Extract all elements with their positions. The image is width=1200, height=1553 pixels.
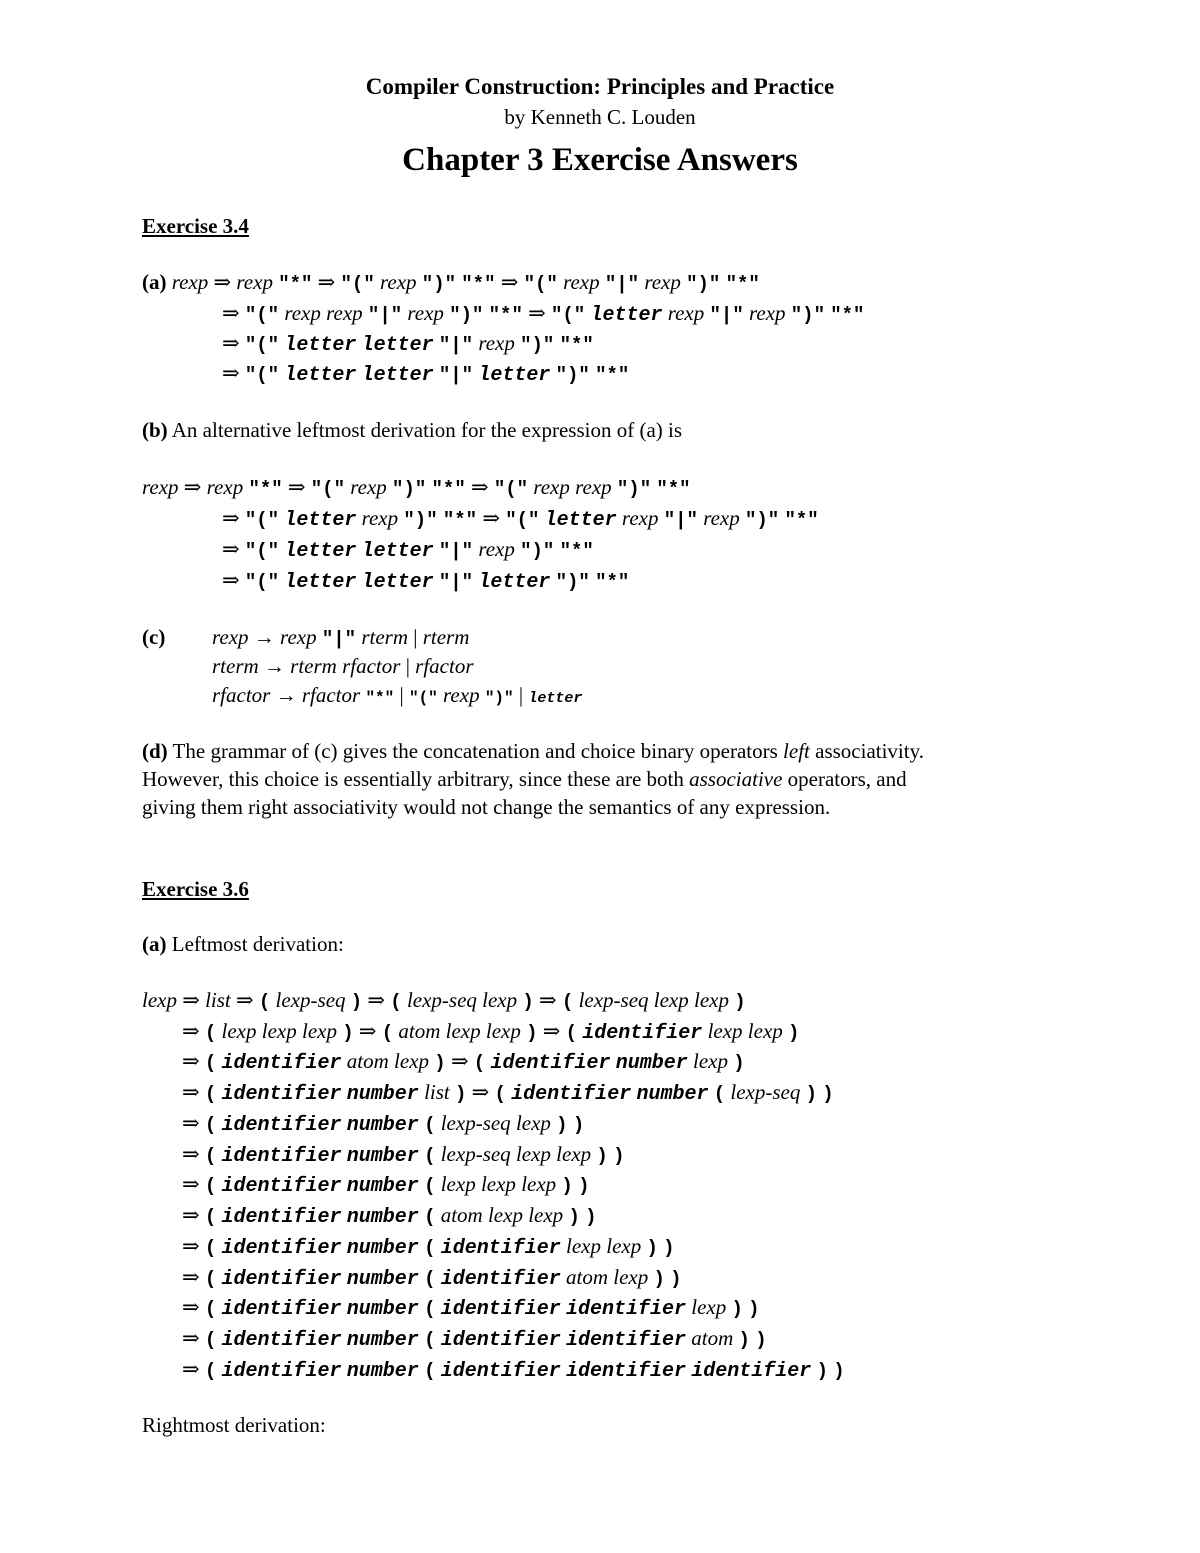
ex36-deriv-line-10 <box>182 1264 682 1293</box>
ex36-deriv-text-9: ⇒ ( identifier number ( identifier lexp lexp ) ) <box>182 1234 675 1260</box>
ex36-deriv-text-2: ⇒ ( lexp lexp lexp ) ⇒ ( atom lexp lexp ) ⇒ ( identifier lexp lexp ) <box>182 1019 800 1045</box>
ex34-c-label-text: (c) <box>142 625 166 649</box>
ex34-a-line-4 <box>222 360 629 389</box>
ex36-deriv-line-11 <box>182 1294 760 1323</box>
ex36-deriv-text-8: ⇒ ( identifier number ( atom lexp lexp ) ) <box>182 1203 597 1229</box>
ex36-deriv-text-11: ⇒ ( identifier number ( identifier identifier lexp ) ) <box>182 1295 760 1321</box>
rightmost-derivation-label: Rightmost derivation: <box>142 1413 326 1437</box>
ex36-deriv-text-3: ⇒ ( identifier atom lexp ) ⇒ ( identifier number lexp ) <box>182 1049 745 1075</box>
ex34-d-text-2: associativity. <box>815 739 924 763</box>
ex34-d-line-1 <box>142 737 924 765</box>
ex34-b-text-4: ⇒ "(" letter letter "|" letter ")" "*" <box>222 568 630 594</box>
ex34-b-intro <box>142 417 682 443</box>
ex36-deriv-line-3 <box>182 1048 745 1077</box>
ex34-c-line-2 <box>212 653 474 679</box>
book-title: Compiler Construction: Principles and Practice <box>365 74 835 99</box>
ex36-deriv-line-6 <box>182 1141 624 1170</box>
ex34-a-line-1 <box>142 269 760 297</box>
ex36-deriv-line-12 <box>182 1325 767 1354</box>
ex36-deriv-text-10: ⇒ ( identifier number ( identifier atom lexp ) ) <box>182 1265 682 1291</box>
ex36-a-label: (a) <box>142 932 167 956</box>
ex34-a-line-3 <box>222 330 594 359</box>
ex34-a-text-2: ⇒ "(" rexp rexp "|" rexp ")" "*" ⇒ "(" letter rexp "|" rexp ")" "*" <box>222 301 865 327</box>
ex36-deriv-text-1: lexp ⇒ list ⇒ ( lexp-seq ) ⇒ ( lexp-seq lexp ) ⇒ ( lexp-seq lexp lexp ) <box>142 988 746 1013</box>
ex34-d-associative: associative <box>689 767 783 791</box>
ex34-c-text-1: rexp → rexp "|" rterm | rterm <box>212 625 470 650</box>
ex34-d-label: (d) <box>142 739 168 763</box>
ex34-b-line-2 <box>222 505 819 534</box>
exercise-3-6-heading: Exercise 3.6 <box>142 877 249 901</box>
ex36-deriv-text-5: ⇒ ( identifier number ( lexp-seq lexp ) ) <box>182 1111 585 1137</box>
ex36-deriv-line-8 <box>182 1202 597 1231</box>
ex34-c-text-3: rfactor → rfactor "*" | "(" rexp ")" | letter <box>212 683 583 707</box>
ex36-deriv-text-6: ⇒ ( identifier number ( lexp-seq lexp lexp ) ) <box>182 1142 625 1168</box>
ex34-d-text-5: giving them right associativity would not change the semantics of any expression. <box>142 795 831 819</box>
ex34-d-line-2 <box>142 765 907 793</box>
ex34-a-text-1: rexp ⇒ rexp "*" ⇒ "(" rexp ")" "*" ⇒ "(" rexp "|" rexp ")" "*" <box>171 270 760 295</box>
ex36-deriv-text-7: ⇒ ( identifier number ( lexp lexp lexp ) ) <box>182 1172 590 1198</box>
ex36-deriv-line-7 <box>182 1171 589 1200</box>
ex36-a-text: Leftmost derivation: <box>171 932 344 956</box>
ex34-c-label <box>142 624 165 650</box>
ex34-b-text-1: rexp ⇒ rexp "*" ⇒ "(" rexp ")" "*" ⇒ "(" rexp rexp ")" "*" <box>142 475 691 500</box>
ex36-deriv-line-9 <box>182 1233 675 1262</box>
ex36-deriv-text-13: ⇒ ( identifier number ( identifier identifier identifier ) ) <box>182 1357 845 1383</box>
ex34-d-line-3 <box>142 793 830 821</box>
ex34-a-line-2 <box>222 300 864 329</box>
ex36-deriv-text-4: ⇒ ( identifier number list ) ⇒ ( identifier number ( lexp-seq ) ) <box>182 1080 834 1106</box>
ex34-b-line-4 <box>222 567 629 596</box>
ex34-b-text-3: ⇒ "(" letter letter "|" rexp ")" "*" <box>222 537 594 563</box>
ex34-a-text-4: ⇒ "(" letter letter "|" letter ")" "*" <box>222 361 630 387</box>
ex34-b-label: (b) <box>142 418 168 442</box>
ex34-b-line-3 <box>222 536 594 565</box>
ex34-d-left: left <box>783 739 810 763</box>
ex34-c-line-3 <box>212 682 582 712</box>
ex34-b-text: An alternative leftmost derivation for the expression of (a) is <box>171 418 683 442</box>
ex34-c-line-1 <box>212 624 469 652</box>
ex34-a-label: (a) <box>142 270 167 294</box>
ex36-deriv-line-1 <box>142 987 746 1015</box>
ex34-b-text-2: ⇒ "(" letter rexp ")" "*" ⇒ "(" letter rexp "|" rexp ")" "*" <box>222 506 819 532</box>
ex36-deriv-line-5 <box>182 1110 584 1139</box>
ex34-d-text-1: The grammar of (c) gives the concatenation and choice binary operators <box>172 739 778 763</box>
ex34-c-text-2: rterm → rterm rfactor | rfactor <box>212 654 474 678</box>
ex34-a-text-3: ⇒ "(" letter letter "|" rexp ")" "*" <box>222 331 594 357</box>
author-line: by Kenneth C. Louden <box>504 105 696 129</box>
ex34-d-text-4: operators, and <box>787 767 907 791</box>
ex34-b-line-1 <box>142 474 691 502</box>
ex36-deriv-text-12: ⇒ ( identifier number ( identifier identifier atom ) ) <box>182 1326 767 1352</box>
ex34-d-text-3: However, this choice is essentially arbitrary, since these are both <box>142 767 684 791</box>
ex36-deriv-line-4 <box>182 1079 834 1108</box>
ex36-a-intro <box>142 931 344 957</box>
chapter-title: Chapter 3 Exercise Answers <box>402 142 798 178</box>
exercise-3-4-heading: Exercise 3.4 <box>142 214 249 238</box>
ex36-deriv-line-2 <box>182 1018 799 1047</box>
ex36-deriv-line-13 <box>182 1356 845 1385</box>
